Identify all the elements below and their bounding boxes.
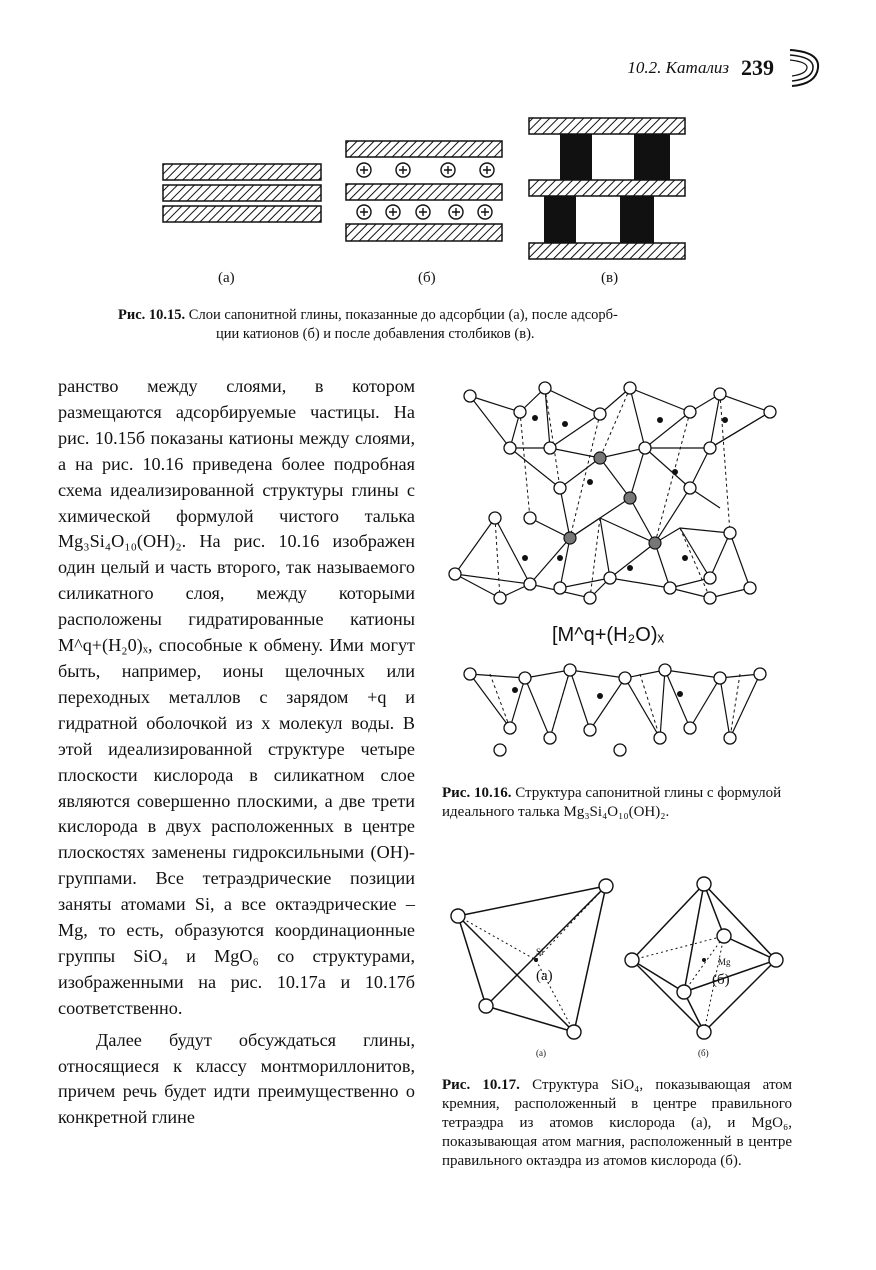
fig16-second-layer-atoms [464,664,766,756]
fig17-mg-label: Mg [718,957,731,967]
fig15-caption-number: Рис. 10.15. [118,307,186,323]
fig16-caption-text: Структура сапонитной глины с формулой идеального талька Mg₃Si₄O₁₀(OH)₂. [442,785,782,820]
fig17-label-b: (б) [712,972,730,988]
page-corner-swirl-icon [786,48,822,88]
fig15-caption-line1: Слои сапонитной глины, показанные до адсорбции (а), после адсорб- [188,307,618,323]
fig16-oxygen-atoms [449,382,776,604]
fig17-sublabel-b: (б) [698,1048,709,1058]
running-title: 10.2. Катализ [627,58,729,77]
fig15-caption-line2: ции катионов (б) и после добавления столбиков (в). [216,326,535,342]
page-number: 239 [741,55,774,80]
fig16-hydroxyl-atoms [564,452,661,549]
figure-10-15-diagram [150,110,710,270]
fig15a-layers [163,164,321,222]
figure-10-17-caption [442,1076,792,1171]
fig15-label-b: (б) [418,270,436,286]
figure-10-15-caption [118,306,794,344]
fig16-caption-number: Рис. 10.16. [442,785,512,801]
figure-10-16-caption [442,784,790,822]
figure-10-16-structure [440,378,790,768]
running-head [560,48,822,88]
fig17-label-a: (а) [536,968,553,984]
body-paragraph-2: Далее будут обсуждаться глины, относящиеся к классу монтмориллонитов, причем речь будет идти преимущественно о конкретной глине [58,1029,415,1128]
fig16-interlayer-label: [M^q+(H₂O)ₓ [552,624,665,646]
fig15b-layers [346,141,502,241]
fig17-caption-text: Структура SiO₄, показывающая атом кремния, расположенный в центре правильного тетраэдра из атомов кислорода (а), и MgO₆, показывающая атом магния, расположенный в центре правильного октаэдра из атомов кислорода (б). [442,1077,793,1169]
fig15-label-c: (в) [601,270,619,286]
fig15-label-a: (а) [218,270,235,286]
fig17-sublabel-a: (а) [536,1048,546,1058]
fig17-caption-number: Рис. 10.17. [442,1077,520,1093]
body-paragraph-1: ранство между слоями, в котором размещаются адсорбируемые частицы. На рис. 10.15б показаны катионы между слоями, а на рис. 10.16 приведена более подробная схема идеализированной структуры глины с химической формулой чистого талька Mg₃Si₄O₁₀(OH)₂. На рис. 10.16 изображен один целый и часть второго, так называемого силикатного слоя, между которыми расположены гидратированные катионы M^q+(H₂0)ₓ, способные к обмену. Ими могут быть, например, ионы щелочных или переходных металлов с зарядом +q и гидратной оболочкой из x молекул воды. В этой идеализированной структуре четыре плоскости кислорода в силикатном слое являются совершенно плоскими, а две трети кислорода в двух расположенных в центре плоскостях заменены гидроксильными (OH)-группами. Все тетраэдрические позиции заняты атомами Si, а все октаэдрические – Mg, то есть, образуются координационные группы SiO₄ и MgO₆ со структурами, изображенными на рис. 10.17а и 10.17б соответственно. [58,376,415,1018]
figure-10-17-polyhedra [446,874,792,1064]
fig15c-pillared-layers [529,118,685,259]
body-text [58,374,415,1131]
fig17-si-label: Si [536,947,544,957]
